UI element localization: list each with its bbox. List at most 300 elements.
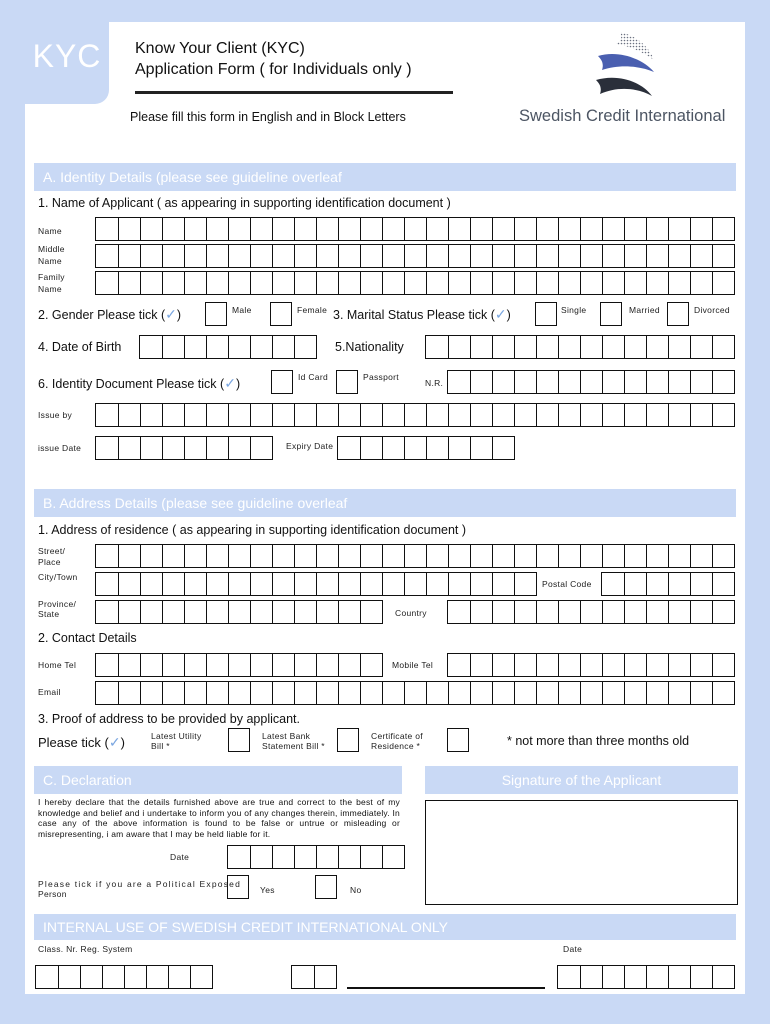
char-cell[interactable] [141, 572, 163, 596]
char-cell[interactable] [669, 544, 691, 568]
char-cell[interactable] [603, 403, 625, 427]
char-cell[interactable] [647, 681, 669, 705]
char-cell[interactable] [141, 403, 163, 427]
char-cell[interactable] [471, 681, 493, 705]
char-cell[interactable] [515, 653, 537, 677]
char-cell[interactable] [647, 572, 669, 596]
char-cell[interactable] [559, 600, 581, 624]
char-cell[interactable] [493, 436, 515, 460]
char-cell[interactable] [603, 370, 625, 394]
char-cell[interactable] [163, 544, 185, 568]
char-cell[interactable] [383, 845, 405, 869]
char-cell[interactable] [515, 217, 537, 241]
mobile-tel-field[interactable] [447, 653, 735, 677]
char-cell[interactable] [251, 681, 273, 705]
char-cell[interactable] [315, 965, 337, 989]
char-cell[interactable] [537, 217, 559, 241]
char-cell[interactable] [581, 965, 603, 989]
char-cell[interactable] [295, 217, 317, 241]
char-cell[interactable] [405, 271, 427, 295]
char-cell[interactable] [207, 244, 229, 268]
char-cell[interactable] [493, 370, 515, 394]
char-cell[interactable] [141, 436, 163, 460]
char-cell[interactable] [493, 572, 515, 596]
char-cell[interactable] [603, 681, 625, 705]
middle-name-field[interactable] [95, 244, 735, 268]
char-cell[interactable] [383, 436, 405, 460]
passport-checkbox[interactable] [336, 370, 358, 394]
char-cell[interactable] [713, 370, 735, 394]
char-cell[interactable] [691, 370, 713, 394]
char-cell[interactable] [339, 681, 361, 705]
char-cell[interactable] [559, 271, 581, 295]
char-cell[interactable] [449, 681, 471, 705]
char-cell[interactable] [625, 370, 647, 394]
char-cell[interactable] [603, 244, 625, 268]
char-cell[interactable] [471, 544, 493, 568]
char-cell[interactable] [95, 217, 119, 241]
char-cell[interactable] [141, 544, 163, 568]
char-cell[interactable] [291, 965, 315, 989]
char-cell[interactable] [603, 600, 625, 624]
char-cell[interactable] [427, 244, 449, 268]
char-cell[interactable] [713, 681, 735, 705]
char-cell[interactable] [515, 544, 537, 568]
char-cell[interactable] [95, 271, 119, 295]
char-cell[interactable] [581, 217, 603, 241]
char-cell[interactable] [95, 600, 119, 624]
char-cell[interactable] [339, 544, 361, 568]
char-cell[interactable] [81, 965, 103, 989]
char-cell[interactable] [559, 681, 581, 705]
pep-no-checkbox[interactable] [315, 875, 337, 899]
issue-date-field[interactable] [95, 436, 273, 460]
char-cell[interactable] [691, 544, 713, 568]
char-cell[interactable] [559, 217, 581, 241]
char-cell[interactable] [449, 403, 471, 427]
postal-code-field[interactable] [601, 572, 735, 596]
char-cell[interactable] [295, 681, 317, 705]
char-cell[interactable] [317, 403, 339, 427]
char-cell[interactable] [691, 244, 713, 268]
char-cell[interactable] [581, 335, 603, 359]
char-cell[interactable] [383, 544, 405, 568]
char-cell[interactable] [471, 335, 493, 359]
char-cell[interactable] [361, 845, 383, 869]
char-cell[interactable] [251, 436, 273, 460]
char-cell[interactable] [383, 244, 405, 268]
char-cell[interactable] [601, 572, 625, 596]
char-cell[interactable] [383, 271, 405, 295]
id-card-checkbox[interactable] [271, 370, 293, 394]
char-cell[interactable] [493, 335, 515, 359]
char-cell[interactable] [339, 244, 361, 268]
char-cell[interactable] [669, 403, 691, 427]
char-cell[interactable] [713, 271, 735, 295]
char-cell[interactable] [471, 370, 493, 394]
char-cell[interactable] [95, 436, 119, 460]
char-cell[interactable] [295, 403, 317, 427]
char-cell[interactable] [361, 217, 383, 241]
char-cell[interactable] [273, 653, 295, 677]
char-cell[interactable] [471, 403, 493, 427]
char-cell[interactable] [273, 403, 295, 427]
char-cell[interactable] [515, 403, 537, 427]
char-cell[interactable] [581, 544, 603, 568]
char-cell[interactable] [625, 335, 647, 359]
char-cell[interactable] [471, 436, 493, 460]
char-cell[interactable] [713, 600, 735, 624]
char-cell[interactable] [515, 271, 537, 295]
char-cell[interactable] [691, 653, 713, 677]
char-cell[interactable] [625, 271, 647, 295]
char-cell[interactable] [425, 335, 449, 359]
char-cell[interactable] [537, 653, 559, 677]
char-cell[interactable] [295, 600, 317, 624]
char-cell[interactable] [603, 965, 625, 989]
char-cell[interactable] [95, 681, 119, 705]
char-cell[interactable] [119, 653, 141, 677]
divorced-checkbox[interactable] [667, 302, 689, 326]
char-cell[interactable] [669, 600, 691, 624]
single-checkbox[interactable] [535, 302, 557, 326]
char-cell[interactable] [647, 544, 669, 568]
char-cell[interactable] [317, 653, 339, 677]
char-cell[interactable] [559, 403, 581, 427]
char-cell[interactable] [251, 845, 273, 869]
char-cell[interactable] [35, 965, 59, 989]
char-cell[interactable] [537, 370, 559, 394]
char-cell[interactable] [119, 436, 141, 460]
char-cell[interactable] [383, 681, 405, 705]
char-cell[interactable] [691, 681, 713, 705]
char-cell[interactable] [603, 335, 625, 359]
char-cell[interactable] [471, 244, 493, 268]
char-cell[interactable] [713, 653, 735, 677]
char-cell[interactable] [141, 653, 163, 677]
char-cell[interactable] [339, 271, 361, 295]
char-cell[interactable] [713, 335, 735, 359]
char-cell[interactable] [647, 244, 669, 268]
char-cell[interactable] [59, 965, 81, 989]
char-cell[interactable] [647, 403, 669, 427]
char-cell[interactable] [647, 217, 669, 241]
char-cell[interactable] [647, 370, 669, 394]
char-cell[interactable] [493, 600, 515, 624]
char-cell[interactable] [339, 653, 361, 677]
char-cell[interactable] [471, 271, 493, 295]
internal-code-field[interactable] [291, 965, 337, 989]
char-cell[interactable] [493, 681, 515, 705]
char-cell[interactable] [185, 681, 207, 705]
email-field[interactable] [95, 681, 735, 705]
char-cell[interactable] [163, 600, 185, 624]
city-field[interactable] [95, 572, 537, 596]
char-cell[interactable] [581, 370, 603, 394]
char-cell[interactable] [449, 572, 471, 596]
street-field[interactable] [95, 544, 735, 568]
char-cell[interactable] [581, 600, 603, 624]
char-cell[interactable] [163, 681, 185, 705]
char-cell[interactable] [163, 271, 185, 295]
char-cell[interactable] [625, 965, 647, 989]
char-cell[interactable] [361, 572, 383, 596]
char-cell[interactable] [229, 403, 251, 427]
char-cell[interactable] [185, 653, 207, 677]
char-cell[interactable] [185, 217, 207, 241]
char-cell[interactable] [185, 572, 207, 596]
char-cell[interactable] [449, 217, 471, 241]
char-cell[interactable] [169, 965, 191, 989]
char-cell[interactable] [713, 544, 735, 568]
char-cell[interactable] [163, 436, 185, 460]
nr-field[interactable] [447, 370, 735, 394]
char-cell[interactable] [383, 572, 405, 596]
char-cell[interactable] [229, 217, 251, 241]
char-cell[interactable] [163, 335, 185, 359]
char-cell[interactable] [581, 244, 603, 268]
char-cell[interactable] [669, 965, 691, 989]
char-cell[interactable] [119, 271, 141, 295]
char-cell[interactable] [207, 572, 229, 596]
char-cell[interactable] [493, 271, 515, 295]
char-cell[interactable] [207, 217, 229, 241]
char-cell[interactable] [447, 370, 471, 394]
char-cell[interactable] [119, 600, 141, 624]
char-cell[interactable] [125, 965, 147, 989]
char-cell[interactable] [493, 244, 515, 268]
char-cell[interactable] [317, 845, 339, 869]
char-cell[interactable] [295, 244, 317, 268]
char-cell[interactable] [669, 217, 691, 241]
char-cell[interactable] [361, 244, 383, 268]
char-cell[interactable] [669, 653, 691, 677]
char-cell[interactable] [185, 271, 207, 295]
char-cell[interactable] [691, 965, 713, 989]
char-cell[interactable] [317, 244, 339, 268]
declaration-date-field[interactable] [227, 845, 405, 869]
char-cell[interactable] [141, 271, 163, 295]
class-nr-field[interactable] [35, 965, 213, 989]
char-cell[interactable] [361, 544, 383, 568]
char-cell[interactable] [713, 965, 735, 989]
char-cell[interactable] [273, 335, 295, 359]
char-cell[interactable] [317, 544, 339, 568]
char-cell[interactable] [207, 681, 229, 705]
char-cell[interactable] [229, 271, 251, 295]
dob-field[interactable] [139, 335, 317, 359]
char-cell[interactable] [713, 217, 735, 241]
char-cell[interactable] [669, 244, 691, 268]
char-cell[interactable] [119, 544, 141, 568]
char-cell[interactable] [317, 681, 339, 705]
char-cell[interactable] [625, 403, 647, 427]
char-cell[interactable] [361, 403, 383, 427]
char-cell[interactable] [229, 544, 251, 568]
char-cell[interactable] [207, 403, 229, 427]
char-cell[interactable] [383, 403, 405, 427]
char-cell[interactable] [185, 436, 207, 460]
char-cell[interactable] [603, 653, 625, 677]
char-cell[interactable] [95, 653, 119, 677]
female-checkbox[interactable] [270, 302, 292, 326]
char-cell[interactable] [625, 217, 647, 241]
char-cell[interactable] [669, 335, 691, 359]
char-cell[interactable] [227, 845, 251, 869]
char-cell[interactable] [317, 572, 339, 596]
family-name-field[interactable] [95, 271, 735, 295]
male-checkbox[interactable] [205, 302, 227, 326]
country-field[interactable] [447, 600, 735, 624]
char-cell[interactable] [405, 403, 427, 427]
char-cell[interactable] [713, 403, 735, 427]
char-cell[interactable] [691, 600, 713, 624]
char-cell[interactable] [515, 370, 537, 394]
char-cell[interactable] [537, 600, 559, 624]
char-cell[interactable] [427, 681, 449, 705]
char-cell[interactable] [251, 572, 273, 596]
char-cell[interactable] [251, 653, 273, 677]
char-cell[interactable] [339, 572, 361, 596]
char-cell[interactable] [559, 653, 581, 677]
char-cell[interactable] [559, 370, 581, 394]
char-cell[interactable] [103, 965, 125, 989]
char-cell[interactable] [139, 335, 163, 359]
char-cell[interactable] [337, 436, 361, 460]
char-cell[interactable] [163, 244, 185, 268]
bank-statement-checkbox[interactable] [337, 728, 359, 752]
char-cell[interactable] [163, 653, 185, 677]
char-cell[interactable] [405, 544, 427, 568]
char-cell[interactable] [229, 653, 251, 677]
char-cell[interactable] [229, 681, 251, 705]
char-cell[interactable] [559, 544, 581, 568]
char-cell[interactable] [361, 653, 383, 677]
char-cell[interactable] [163, 572, 185, 596]
char-cell[interactable] [647, 600, 669, 624]
char-cell[interactable] [427, 217, 449, 241]
char-cell[interactable] [515, 600, 537, 624]
char-cell[interactable] [361, 271, 383, 295]
char-cell[interactable] [581, 271, 603, 295]
utility-bill-checkbox[interactable] [228, 728, 250, 752]
expiry-date-field[interactable] [337, 436, 515, 460]
char-cell[interactable] [449, 436, 471, 460]
char-cell[interactable] [515, 681, 537, 705]
char-cell[interactable] [447, 653, 471, 677]
char-cell[interactable] [559, 335, 581, 359]
char-cell[interactable] [603, 544, 625, 568]
char-cell[interactable] [405, 681, 427, 705]
char-cell[interactable] [185, 600, 207, 624]
char-cell[interactable] [691, 217, 713, 241]
char-cell[interactable] [317, 217, 339, 241]
char-cell[interactable] [251, 335, 273, 359]
char-cell[interactable] [625, 681, 647, 705]
char-cell[interactable] [119, 572, 141, 596]
char-cell[interactable] [95, 403, 119, 427]
char-cell[interactable] [229, 244, 251, 268]
char-cell[interactable] [147, 965, 169, 989]
char-cell[interactable] [95, 544, 119, 568]
char-cell[interactable] [273, 544, 295, 568]
signature-box[interactable] [425, 800, 738, 905]
char-cell[interactable] [141, 600, 163, 624]
char-cell[interactable] [691, 271, 713, 295]
char-cell[interactable] [537, 544, 559, 568]
char-cell[interactable] [471, 600, 493, 624]
char-cell[interactable] [603, 271, 625, 295]
char-cell[interactable] [581, 681, 603, 705]
province-field[interactable] [95, 600, 383, 624]
char-cell[interactable] [669, 681, 691, 705]
char-cell[interactable] [669, 271, 691, 295]
char-cell[interactable] [339, 600, 361, 624]
char-cell[interactable] [405, 244, 427, 268]
home-tel-field[interactable] [95, 653, 383, 677]
char-cell[interactable] [515, 244, 537, 268]
char-cell[interactable] [515, 335, 537, 359]
char-cell[interactable] [361, 600, 383, 624]
char-cell[interactable] [207, 335, 229, 359]
char-cell[interactable] [647, 965, 669, 989]
char-cell[interactable] [537, 403, 559, 427]
char-cell[interactable] [191, 965, 213, 989]
char-cell[interactable] [141, 244, 163, 268]
char-cell[interactable] [427, 271, 449, 295]
char-cell[interactable] [163, 217, 185, 241]
char-cell[interactable] [427, 572, 449, 596]
char-cell[interactable] [647, 335, 669, 359]
issue-by-field[interactable] [95, 403, 735, 427]
char-cell[interactable] [141, 681, 163, 705]
char-cell[interactable] [515, 572, 537, 596]
char-cell[interactable] [493, 217, 515, 241]
char-cell[interactable] [339, 217, 361, 241]
char-cell[interactable] [537, 335, 559, 359]
char-cell[interactable] [713, 244, 735, 268]
char-cell[interactable] [625, 653, 647, 677]
char-cell[interactable] [559, 244, 581, 268]
char-cell[interactable] [691, 572, 713, 596]
char-cell[interactable] [251, 217, 273, 241]
char-cell[interactable] [119, 217, 141, 241]
char-cell[interactable] [317, 271, 339, 295]
char-cell[interactable] [537, 271, 559, 295]
char-cell[interactable] [405, 572, 427, 596]
char-cell[interactable] [207, 653, 229, 677]
char-cell[interactable] [119, 403, 141, 427]
char-cell[interactable] [647, 653, 669, 677]
char-cell[interactable] [251, 403, 273, 427]
char-cell[interactable] [185, 335, 207, 359]
char-cell[interactable] [207, 544, 229, 568]
char-cell[interactable] [713, 572, 735, 596]
char-cell[interactable] [427, 436, 449, 460]
char-cell[interactable] [581, 403, 603, 427]
char-cell[interactable] [647, 271, 669, 295]
char-cell[interactable] [185, 244, 207, 268]
char-cell[interactable] [317, 600, 339, 624]
char-cell[interactable] [295, 572, 317, 596]
char-cell[interactable] [273, 845, 295, 869]
char-cell[interactable] [295, 271, 317, 295]
char-cell[interactable] [295, 335, 317, 359]
char-cell[interactable] [207, 600, 229, 624]
char-cell[interactable] [361, 436, 383, 460]
char-cell[interactable] [557, 965, 581, 989]
char-cell[interactable] [449, 335, 471, 359]
